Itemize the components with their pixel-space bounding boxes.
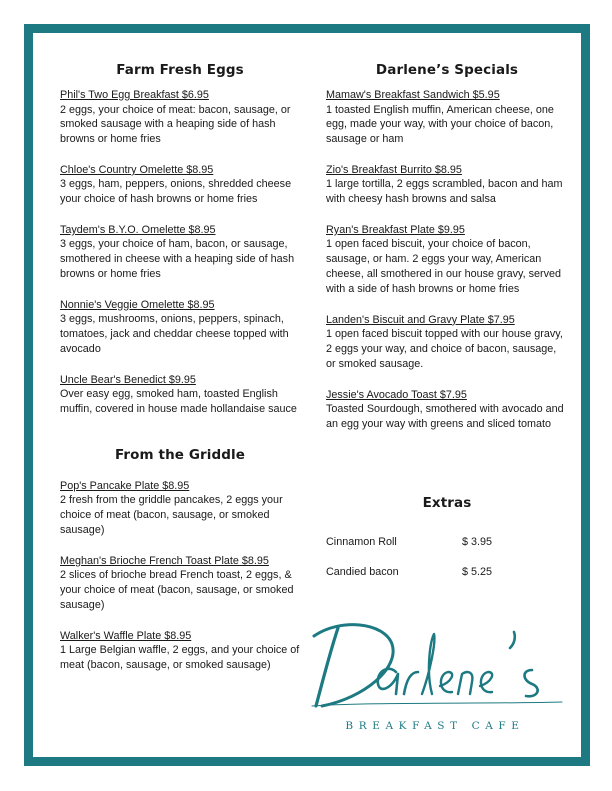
menu-item-title: Taydem's B.Y.O. Omelette $8.95 <box>60 223 216 236</box>
menu-item-description: 1 Large Belgian waffle, 2 eggs, and your choice of meat (bacon, sausage, or smoked sausage) <box>60 644 300 671</box>
logo-subtitle: BREAKFAST CAFE <box>345 720 525 732</box>
extras-item-price: $ 3.95 <box>462 536 493 548</box>
section-title-farm-fresh-eggs: Farm Fresh Eggs <box>116 62 244 78</box>
menu-item-title: Nonnie's Veggie Omelette $8.95 <box>60 298 215 311</box>
menu-item-description: 1 open faced biscuit topped with our house gravy, 2 eggs your way, and choice of bacon, sausage, or smoked sausage. <box>326 328 563 370</box>
menu-item-landens-biscuit-and-gravy <box>326 313 568 372</box>
menu-item-ryans-breakfast-plate <box>326 223 568 297</box>
menu-item-title: Meghan's Brioche French Toast Plate $8.95 <box>60 554 269 567</box>
menu-item-jessies-avocado-toast <box>326 388 568 432</box>
menu-item-title: Zio's Breakfast Burrito $8.95 <box>326 163 462 176</box>
menu-item-description: 3 eggs, mushrooms, onions, peppers, spinach, tomatoes, jack and cheddar cheese topped with avocado <box>60 313 289 355</box>
menu-item-description: 2 fresh from the griddle pancakes, 2 eggs your choice of meat (bacon, sausage, or smoked sausage) <box>60 494 283 536</box>
section-title-extras: Extras <box>422 495 472 511</box>
menu-item-title: Landen's Biscuit and Gravy Plate $7.95 <box>326 313 515 326</box>
menu-item-nonnies-veggie-omelette <box>60 298 300 357</box>
menu-item-zios-breakfast-burrito <box>326 163 568 207</box>
menu-item-title: Pop's Pancake Plate $8.95 <box>60 479 190 492</box>
menu-item-description: 3 eggs, ham, peppers, onions, shredded cheese your choice of hash browns or home fries <box>60 178 292 206</box>
extras-item-name: Cinnamon Roll <box>326 536 397 548</box>
from-the-griddle-list <box>60 479 300 673</box>
extras-item-price: $ 5.25 <box>462 566 493 578</box>
extras-item-candied-bacon <box>326 566 526 578</box>
menu-item-description: 2 slices of brioche bread French toast, 2 eggs, & your choice of meat (bacon, sausage, or smoked sausage) <box>60 569 294 611</box>
menu-item-title: Ryan's Breakfast Plate $9.95 <box>326 223 465 236</box>
menu-item-title: Chloe's Country Omelette $8.95 <box>60 163 214 176</box>
menu-item-meghans-brioche-french-toast <box>60 554 300 613</box>
menu-item-uncle-bears-benedict <box>60 373 300 417</box>
menu-item-description: 3 eggs, your choice of ham, bacon, or sausage, smothered in cheese with a heaping side of hash browns or home fries <box>60 238 295 281</box>
menu-item-title: Jessie's Avocado Toast $7.95 <box>326 388 467 401</box>
section-title-darlenes-specials: Darlene’s Specials <box>375 62 519 78</box>
menu-item-phils-two-egg-breakfast <box>60 88 300 147</box>
menu-item-walkers-waffle-plate <box>60 629 300 673</box>
menu-item-description: 1 open faced biscuit, your choice of bacon, sausage, or ham. 2 eggs your way, American cheese, all smothered in our house gravy, served with a side of hash browns or home fries <box>326 238 562 295</box>
menu-item-description: 1 toasted English muffin, American cheese, one egg, made your way, with your choice of bacon, sausage or ham <box>326 103 554 146</box>
right-column <box>326 62 568 448</box>
menu-item-description: Toasted Sourdough, smothered with avocado and an egg your way with greens and sliced tomato <box>326 403 564 430</box>
menu-item-title: Phil's Two Egg Breakfast $6.95 <box>60 89 209 101</box>
menu-item-mamaws-breakfast-sandwich <box>326 88 568 147</box>
menu-item-chloes-country-omelette <box>60 163 300 207</box>
menu-item-pops-pancake-plate <box>60 479 300 538</box>
left-column <box>60 62 300 689</box>
menu-item-title: Mamaw's Breakfast Sandwich $5.95 <box>326 89 500 101</box>
section-title-from-the-griddle: From the Griddle <box>114 446 246 463</box>
extras-item-cinnamon-roll <box>326 536 526 548</box>
menu-item-description: Over easy egg, smoked ham, toasted English muffin, covered in house made hollandaise sauce <box>60 388 297 416</box>
menu-item-title: Walker's Waffle Plate $8.95 <box>60 629 192 642</box>
darlenes-specials-list <box>326 88 568 432</box>
menu-item-taydems-byo-omelette <box>60 223 300 282</box>
farm-fresh-eggs-list <box>60 88 300 417</box>
menu-item-description: 2 eggs, your choice of meat: bacon, sausage, or smoked sausage with a heaping side of hash browns or home fries <box>60 103 291 146</box>
menu-item-description: 1 large tortilla, 2 eggs scrambled, bacon and ham with cheesy hash browns and salsa <box>326 178 563 206</box>
extras-item-name: Candied bacon <box>326 566 399 578</box>
menu-item-title: Uncle Bear's Benedict $9.95 <box>60 373 196 386</box>
